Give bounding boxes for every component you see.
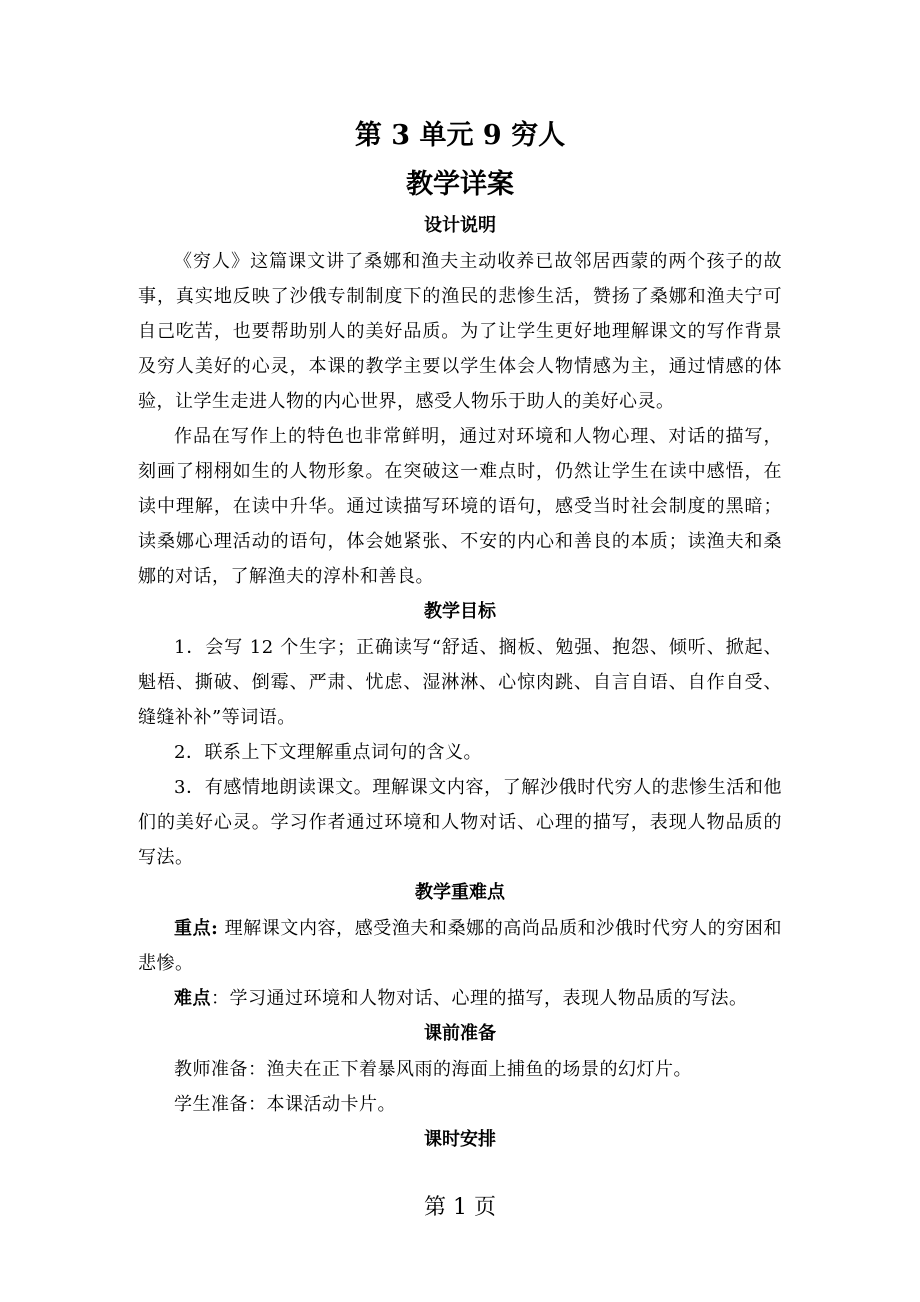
design-paragraph-2: 作品在写作上的特色也非常鲜明，通过对环境和人物心理、对话的描写，刻画了栩栩如生的人物形象。在突破这一难点时，仍然让学生在读中感悟，在读中理解，在读中升华。通过读描写环境的语句，感受当时社会制度的黑暗；读桑娜心理活动的语句，体会她紧张、不安的内心和善良的本质；读渔夫和桑娜的对话，了解渔夫的淳朴和善良。 <box>138 426 782 587</box>
focus-text: 理解课文内容，感受渔夫和桑娜的高尚品质和沙俄时代穷人的穷困和悲惨。 <box>138 918 782 974</box>
schedule-heading: 课时安排 <box>424 1129 496 1150</box>
document-subtitle: 教学详案 <box>406 169 514 200</box>
design-paragraph-1: 《穷人》这篇课文讲了桑娜和渔夫主动收养已故邻居西蒙的两个孩子的故事，真实地反映了沙俄专制制度下的渔民的悲惨生活，赞扬了桑娜和渔夫宁可自己吃苦，也要帮助别人的美好品质。为了让学生更好地理解课文的写作背景及穷人美好的心灵，本课的教学主要以学生体会人物情感为主，通过情感的体验，让学生走进人物的内心世界，感受人物乐于助人的美好心灵。 <box>138 251 782 412</box>
teacher-preparation: 教师准备：渔夫在正下着暴风雨的海面上捕鱼的场景的幻灯片。 <box>174 1059 692 1080</box>
goal-item-1: 1．会写 12 个生字；正确读写“舒适、搁板、勉强、抱怨、倾听、掀起、魁梧、撕破、倒霉、严肃、忧虑、湿淋淋、心惊肉跳、自言自语、自作自受、缝缝补补”等词语。 <box>138 637 782 728</box>
goal-item-2: 2．联系上下文理解重点词句的含义。 <box>174 742 482 763</box>
key-points-heading: 教学重难点 <box>415 882 505 903</box>
focus-paragraph <box>138 911 782 981</box>
design-heading: 设计说明 <box>424 215 496 236</box>
difficulty-text: ：学习通过环境和人物对话、心理的描写，表现人物品质的写法。 <box>211 988 748 1009</box>
preparation-heading: 课前准备 <box>424 1023 496 1044</box>
difficulty-label: 难点 <box>174 988 211 1009</box>
focus-label: 重点: <box>174 918 219 939</box>
goals-heading: 教学目标 <box>424 601 496 622</box>
goal-item-3: 3．有感情地朗读课文。理解课文内容，了解沙俄时代穷人的悲惨生活和他们的美好心灵。学习作者通过环境和人物对话、心理的描写，表现人物品质的写法。 <box>138 777 782 868</box>
page-number: 第 1 页 <box>424 1195 496 1220</box>
document-title: 第 3 单元 9 穷人 <box>354 120 566 151</box>
difficulty-paragraph <box>138 981 782 1016</box>
document-page <box>138 110 782 1158</box>
student-preparation: 学生准备：本课活动卡片。 <box>174 1094 396 1115</box>
